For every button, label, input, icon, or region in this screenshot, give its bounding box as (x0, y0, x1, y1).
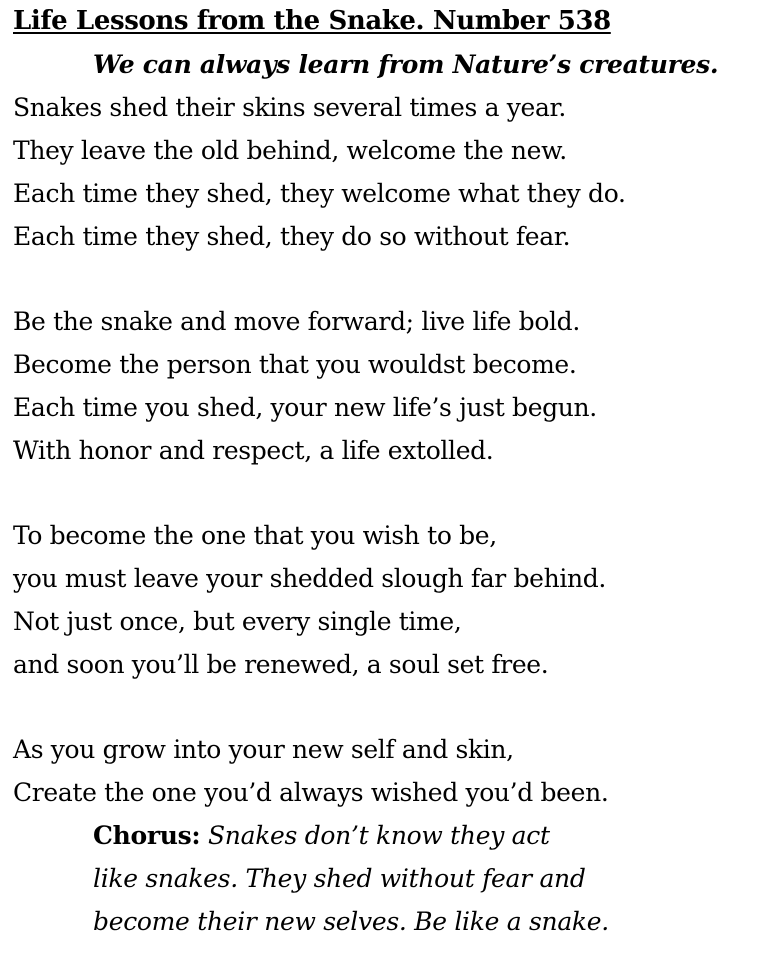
stanza-2 (13, 300, 758, 472)
verse-line: Snakes shed their skins several times a year. (13, 93, 566, 122)
verse-line: Each time they shed, they welcome what they do. (13, 179, 626, 208)
verse-line: As you grow into your new self and skin, (13, 735, 514, 764)
chorus-label: Chorus: (93, 821, 201, 850)
stanza-4 (13, 728, 758, 814)
verse-line: Be the snake and move forward; live life bold. (13, 307, 580, 336)
verse-line: and soon you’ll be renewed, a soul set free. (13, 650, 549, 679)
verse-line: Not just once, but every single time, (13, 607, 462, 636)
stanza-break (13, 472, 758, 514)
chorus-text: Snakes don’t know they act (207, 821, 550, 850)
poem-subtitle: We can always learn from Nature’s creatures. (93, 50, 719, 79)
verse-line: you must leave your shedded slough far behind. (13, 564, 606, 593)
verse-line: They leave the old behind, welcome the new. (13, 136, 567, 165)
verse-line: Each time you shed, your new life’s just begun. (13, 393, 597, 422)
poem-page (13, 0, 758, 943)
stanza-break (13, 686, 758, 728)
chorus-line (13, 900, 758, 943)
stanza-break (13, 258, 758, 300)
chorus-text: like snakes. They shed without fear and (93, 864, 586, 893)
stanza-1 (13, 86, 758, 258)
verse-line: To become the one that you wish to be, (13, 521, 497, 550)
chorus-text: become their new selves. Be like a snake. (93, 907, 609, 936)
verse-line: Become the person that you wouldst become. (13, 350, 577, 379)
verse-line: With honor and respect, a life extolled. (13, 436, 494, 465)
stanza-3 (13, 514, 758, 686)
chorus (13, 814, 758, 943)
chorus-line (13, 857, 758, 900)
poem-title: Life Lessons from the Snake. Number 538 (13, 6, 611, 36)
chorus-line (13, 814, 758, 857)
verse-line: Each time they shed, they do so without fear. (13, 222, 571, 251)
verse-line: Create the one you’d always wished you’d been. (13, 778, 609, 807)
